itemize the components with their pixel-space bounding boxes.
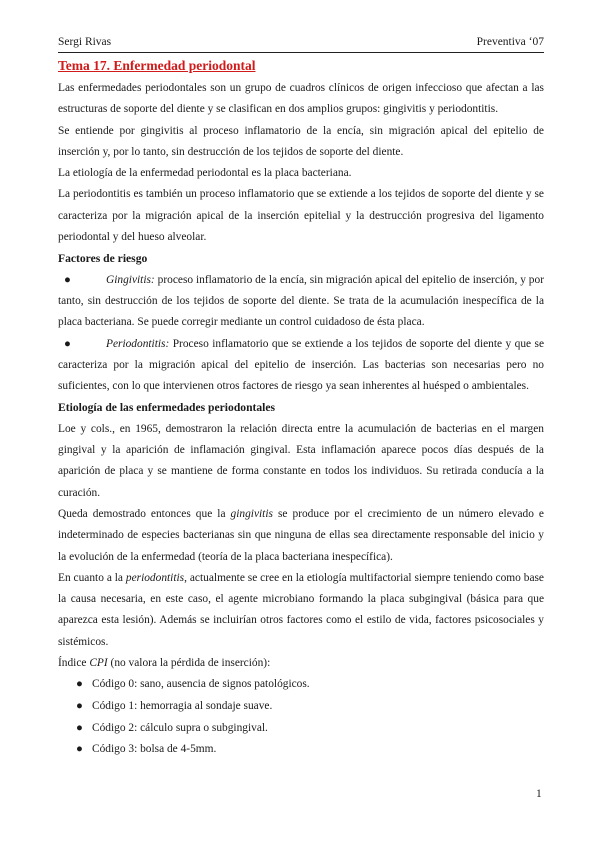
etiology-heading: Etiología de las enfermedades periodontales [58,401,276,415]
bullet-icon: ● [76,743,83,756]
text-run: (no valora la pérdida de inserción): [107,657,271,670]
intro-paragraph-2: Se entiende por gingivitis al proceso inflamatorio de la encía, sin migración apical del epitelio de inserción y, por lo tanto, sin destrucción de los tejidos de soporte del diente. [58,124,544,158]
bullet-icon: ● [76,678,83,691]
etiology-paragraph-1: Loe y cols., en 1965, demostraron la relación directa entre la acumulación de bacterias en el margen gingival y la aparición de inflamación gingival. Esta inflamación aparece pocos días después de la aparición de placa y se mantiene de forma constante en todos los individuos. Su retirada conducía a la curación. [58,422,544,499]
code-text: Código 1: hemorragia al sondaje suave. [92,699,273,712]
page-header [58,36,544,53]
cpi-code-2 [58,718,544,740]
page-title: Tema 17. Enfermedad periodontal [58,58,256,73]
risk-item-periodontitis [58,334,544,398]
intro-paragraph-3: La etiología de la enfermedad periodontal es la placa bacteriana. [58,167,352,180]
cpi-code-3 [58,739,544,761]
code-text: Código 0: sano, ausencia de signos patológicos. [92,678,310,691]
page-number: 1 [536,788,542,800]
intro-paragraph-4: La periodontitis es también un proceso inflamatorio que se extiende a los tejidos de soporte del diente y se caracteriza por la migración apical de la inserción epitelial y la destrucción progresiva del ligamento periodontal y del hueso alveolar. [58,188,544,244]
bullet-icon: ● [64,337,71,350]
code-text: Código 3: bolsa de 4-5mm. [92,743,217,756]
bullet-icon: ● [76,721,83,734]
emphasis-cpi: CPI [89,657,108,670]
header-course: Preventiva ‘07 [476,36,544,48]
emphasis-periodontitis: periodontitis [125,571,185,584]
emphasis-gingivitis: gingivitis [230,507,273,520]
cpi-code-0 [58,674,544,696]
cpi-index-line [58,653,544,674]
bullet-icon: ● [64,273,71,286]
risk-factors-heading: Factores de riesgo [58,252,148,266]
text-run: , actualmente se cree en la etiología multifactorial siempre teniendo como base la causa necesaria, en este caso, el agente microbiano formando la placa subgingival (básica para que aparezca esta lesión). Además se incluirían otros factores como el estilo de vida, factores psicosociales y sistémicos. [58,571,544,648]
text-run: Índice [58,657,90,670]
risk-term: Periodontitis: [106,337,170,350]
text-run: En cuanto a la [58,571,126,584]
risk-text: Proceso inflamatorio que se extiende a los tejidos de soporte del diente y que se caracteriza por la migración apical del epitelio de inserción. Las bacterias son necesarias pero no suficientes, con lo que intervienen otros factores de riesgo ya sean inherentes al huésped o ambientales. [58,337,544,393]
risk-item-gingivitis [58,270,544,334]
intro-paragraph-1: Las enfermedades periodontales son un grupo de cuadros clínicos de origen infeccioso que afectan a las estructuras de soporte del diente y se clasifican en dos amplios grupos: gingivitis y periodontitis. [58,82,544,116]
risk-term: Gingivitis: [106,273,155,286]
cpi-code-1 [58,696,544,718]
text-run: se produce por el crecimiento de un número elevado e indeterminado de especies bacterianas sin que ninguna de ellas sea directamente responsable del inicio y la evolución de la enfermedad (teoría de la placa bacteriana inespecífica). [58,507,544,563]
etiology-paragraph-2 [58,504,544,568]
bullet-icon: ● [76,699,83,712]
risk-text: proceso inflamatorio de la encía, sin migración apical del epitelio de inserción, y por tanto, sin destrucción de los tejidos de soporte del diente. Se trata de la acumulación inespecífica de la placa bacteriana. Se puede corregir mediante un control cuidadoso de ésta placa. [58,273,544,329]
document-body [58,56,544,761]
header-author: Sergi Rivas [58,36,112,48]
code-text: Código 2: cálculo supra o subgingival. [92,721,268,734]
text-run: Queda demostrado entonces que la [58,507,231,520]
etiology-paragraph-3 [58,568,544,653]
